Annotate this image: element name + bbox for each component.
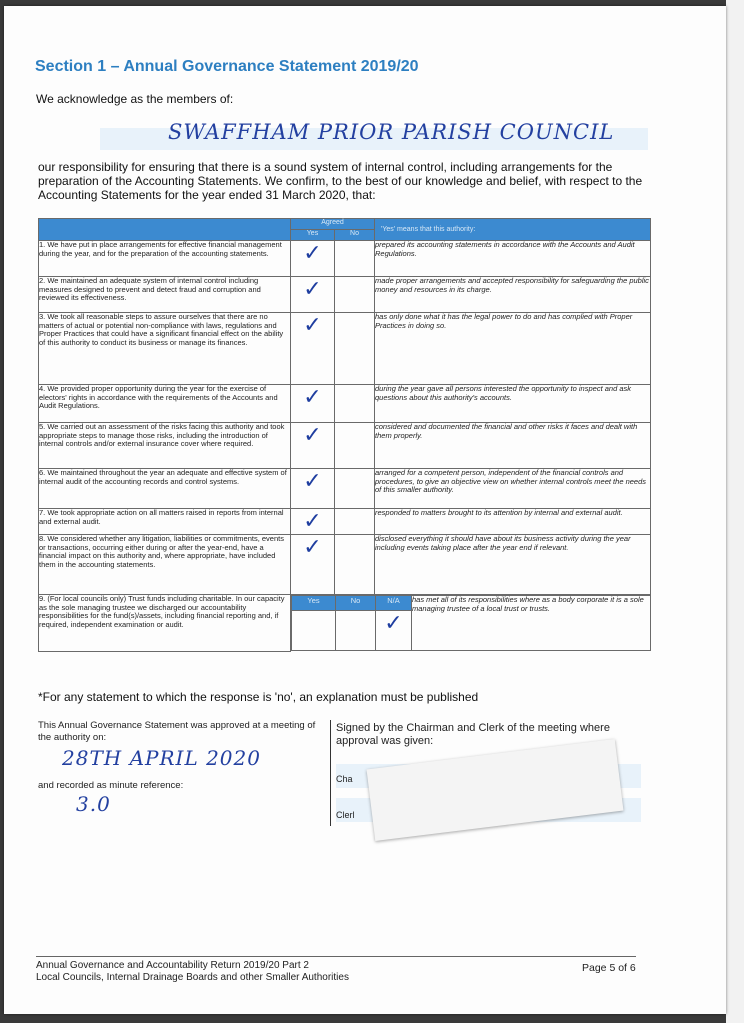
explanation-note: *For any statement to which the response is 'no', an explanation must be published: [38, 690, 479, 704]
statement-7: 7. We took appropriate action on all matters raised in reports from internal and external audit.: [39, 509, 291, 535]
statement-5: 5. We carried out an assessment of the risks facing this authority and took appropriate steps to manage those risks, including the introduction of internal controls and/or external insurance cover where required.: [39, 423, 291, 469]
approval-date-handwritten: 28TH APRIL 2020: [62, 746, 261, 770]
trust-na-header: N/A: [376, 596, 412, 611]
table-row: [39, 313, 651, 385]
footer-divider: [36, 956, 636, 957]
tick-mark-icon: ✓: [303, 423, 322, 448]
trust-no-header: No: [336, 596, 376, 611]
table-header-blank: [39, 219, 291, 241]
approved-text: This Annual Governance Statement was approved at a meeting of the authority on:: [38, 720, 316, 743]
tick-mark-icon: ✓: [303, 509, 322, 534]
statement-4: 4. We provided proper opportunity during the year for the exercise of electors' rights in accordance with the requirements of the Accounts and Audit Regulations.: [39, 385, 291, 423]
no-cell[interactable]: [335, 385, 375, 423]
yes-cell[interactable]: [291, 509, 335, 535]
tick-mark-icon: ✓: [303, 469, 322, 494]
signed-text: Signed by the Chairman and Clerk of the meeting where approval was given:: [336, 722, 610, 747]
table-row: [39, 469, 651, 509]
table-row: [39, 277, 651, 313]
table-row: [39, 385, 651, 423]
explanation-1: prepared its accounting statements in accordance with the Accounts and Audit Regulations.: [375, 241, 651, 277]
section-title: Section 1 – Annual Governance Statement 2019/20: [35, 58, 419, 75]
table-row: [39, 241, 651, 277]
no-cell[interactable]: [335, 277, 375, 313]
trust-no-cell[interactable]: [336, 611, 376, 651]
minute-reference-label: and recorded as minute reference:: [38, 780, 184, 791]
agreed-header: Agreed: [291, 219, 375, 230]
governance-table: [38, 218, 651, 652]
yes-cell[interactable]: [291, 423, 335, 469]
no-header: No: [335, 230, 375, 241]
footer-line-2: Local Councils, Internal Drainage Boards and other Smaller Authorities: [36, 972, 349, 983]
means-header: 'Yes' means that this authority:: [375, 219, 651, 241]
trust-na-cell[interactable]: [376, 611, 412, 651]
statement-1: 1. We have put in place arrangements for effective financial management during the year, and for the preparation of the accounting statements.: [39, 241, 291, 277]
statement-8: 8. We considered whether any litigation, liabilities or commitments, events or transactions, occurring either during or after the year-end, have a financial impact on this authority and, where appropriate, have included them in the accounting statements.: [39, 535, 291, 595]
table-row: [39, 509, 651, 535]
table-row: [39, 423, 651, 469]
no-cell[interactable]: [335, 313, 375, 385]
explanation-7: responded to matters brought to its attention by internal and external audit.: [375, 509, 651, 535]
tick-mark-icon: ✓: [303, 241, 322, 266]
tick-mark-icon: ✓: [384, 611, 403, 636]
trust-yes-cell[interactable]: [292, 611, 336, 651]
minute-reference-handwritten: 3.0: [76, 792, 111, 816]
column-divider: [330, 720, 331, 826]
tick-mark-icon: ✓: [303, 313, 322, 338]
statement-2: 2. We maintained an adequate system of internal control including measures designed to prevent and detect fraud and corruption and reviewed its effectiveness.: [39, 277, 291, 313]
explanation-9: has met all of its responsibilities where as a body corporate it is a sole managing trustee of a local trust or trusts.: [412, 596, 651, 651]
explanation-5: considered and documented the financial and other risks it faces and dealt with them properly.: [375, 423, 651, 469]
clerk-label: Clerl: [336, 810, 355, 820]
statement-3: 3. We took all reasonable steps to assure ourselves that there are no matters of actual or potential non-compliance with laws, regulations and Proper Practices that could have a significant financial effect on the ability of this authority to conduct its business or manage its finances.: [39, 313, 291, 385]
explanation-8: disclosed everything it should have about its business activity during the year including events taking place after the year end if relevant.: [375, 535, 651, 595]
explanation-6: arranged for a competent person, independent of the financial controls and procedures, to give an objective view on whether internal controls meet the needs of this smaller authority.: [375, 469, 651, 509]
statement-6: 6. We maintained throughout the year an adequate and effective system of internal audit of the accounting records and control systems.: [39, 469, 291, 509]
explanation-4: during the year gave all persons interested the opportunity to inspect and ask questions about this authority's accounts.: [375, 385, 651, 423]
no-cell[interactable]: [335, 423, 375, 469]
scan-edge: [726, 0, 744, 1023]
council-name-handwritten: SWAFFHAM PRIOR PARISH COUNCIL: [168, 120, 615, 144]
footer: [36, 960, 349, 984]
table-row-9: [39, 595, 651, 652]
yes-cell[interactable]: [291, 313, 335, 385]
no-cell[interactable]: [335, 509, 375, 535]
chairman-label: Cha: [336, 774, 353, 784]
explanation-2: made proper arrangements and accepted responsibility for safeguarding the public money and resources in its charge.: [375, 277, 651, 313]
trust-yes-header: Yes: [292, 596, 336, 611]
no-cell[interactable]: [335, 469, 375, 509]
tick-mark-icon: ✓: [303, 535, 322, 560]
tick-mark-icon: ✓: [303, 385, 322, 410]
yes-cell[interactable]: [291, 535, 335, 595]
yes-cell[interactable]: [291, 277, 335, 313]
yes-cell[interactable]: [291, 469, 335, 509]
yes-header: Yes: [291, 230, 335, 241]
no-cell[interactable]: [335, 241, 375, 277]
no-cell[interactable]: [335, 535, 375, 595]
explanation-3: has only done what it has the legal power to do and has complied with Proper Practices in doing so.: [375, 313, 651, 385]
yes-cell[interactable]: [291, 241, 335, 277]
page-number: Page 5 of 6: [582, 962, 636, 974]
yes-cell[interactable]: [291, 385, 335, 423]
acknowledge-text: We acknowledge as the members of:: [36, 92, 234, 106]
table-row: [39, 535, 651, 595]
tick-mark-icon: ✓: [303, 277, 322, 302]
responsibility-text: our responsibility for ensuring that there is a sound system of internal control, including arrangements for the preparation of the Accounting Statements. We confirm, to the best of our knowledge and belief, with respect to the Accounting Statements for the year ended 31 March 2020, that:: [38, 160, 643, 202]
trust-fund-response-grid: [291, 595, 651, 651]
footer-line-1: Annual Governance and Accountability Return 2019/20 Part 2: [36, 960, 309, 971]
statement-9: 9. (For local councils only) Trust funds including charitable. In our capacity as the sole managing trustee we discharged our accountability responsibilities for the fund(s)/assets, including financial reporting and, if required, independent examination or audit.: [39, 595, 291, 652]
